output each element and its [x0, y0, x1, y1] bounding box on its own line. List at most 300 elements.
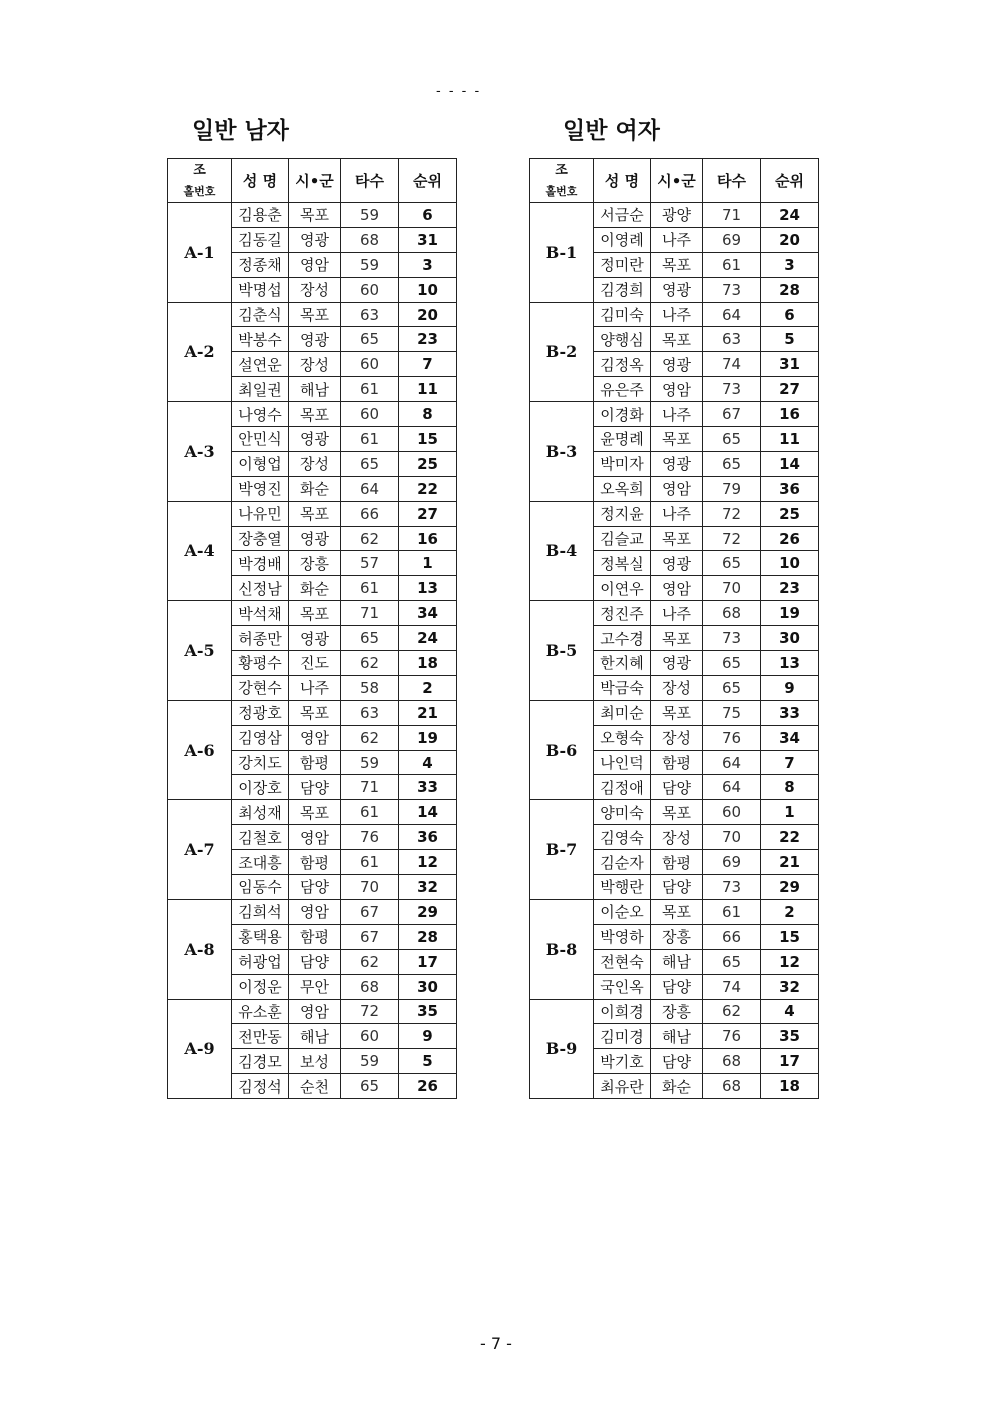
player-rank: 14: [399, 800, 457, 825]
player-city: 나주: [651, 402, 703, 427]
player-name: 김동길: [232, 227, 289, 252]
table-row: [168, 999, 457, 1024]
player-name: 박미자: [594, 451, 651, 476]
player-name: 유소훈: [232, 999, 289, 1024]
table-row: [168, 800, 457, 825]
player-city: 영암: [651, 377, 703, 402]
player-rank: 11: [399, 377, 457, 402]
player-city: 함평: [289, 850, 341, 875]
player-city: 장흥: [651, 924, 703, 949]
group-label: A-4: [168, 501, 232, 601]
player-rank: 36: [761, 476, 819, 501]
player-city: 영광: [651, 551, 703, 576]
player-rank: 15: [761, 924, 819, 949]
table-row: [530, 800, 819, 825]
player-city: 무안: [289, 974, 341, 999]
player-city: 목포: [289, 700, 341, 725]
player-city: 목포: [651, 800, 703, 825]
player-rank: 31: [399, 227, 457, 252]
player-name: 허종만: [232, 626, 289, 651]
player-city: 영암: [289, 899, 341, 924]
player-city: 화순: [651, 1074, 703, 1099]
city-header: 시•군: [651, 159, 703, 203]
player-name: 이장호: [232, 775, 289, 800]
group-label: A-7: [168, 800, 232, 900]
player-rank: 12: [399, 850, 457, 875]
player-city: 목포: [651, 700, 703, 725]
player-city: 영암: [651, 576, 703, 601]
group-label: B-7: [530, 800, 594, 900]
group-label: B-5: [530, 601, 594, 701]
player-strokes: 59: [341, 252, 399, 277]
player-name: 김정옥: [594, 352, 651, 377]
player-strokes: 68: [703, 601, 761, 626]
player-strokes: 65: [341, 626, 399, 651]
player-name: 박봉수: [232, 327, 289, 352]
player-name: 안민식: [232, 427, 289, 452]
player-name: 조대흥: [232, 850, 289, 875]
player-city: 장성: [289, 451, 341, 476]
player-strokes: 73: [703, 277, 761, 302]
player-rank: 4: [761, 999, 819, 1024]
group-label: A-6: [168, 700, 232, 800]
player-city: 순천: [289, 1074, 341, 1099]
player-strokes: 65: [341, 327, 399, 352]
player-rank: 28: [399, 924, 457, 949]
player-name: 김미숙: [594, 302, 651, 327]
player-city: 목포: [651, 327, 703, 352]
player-strokes: 65: [703, 675, 761, 700]
player-city: 목포: [289, 402, 341, 427]
player-city: 나주: [651, 601, 703, 626]
group-header: [530, 159, 594, 203]
player-city: 담양: [289, 875, 341, 900]
player-city: 영암: [289, 825, 341, 850]
player-city: 나주: [651, 302, 703, 327]
player-city: 화순: [289, 476, 341, 501]
player-strokes: 67: [341, 899, 399, 924]
group-label: B-3: [530, 402, 594, 502]
player-rank: 5: [761, 327, 819, 352]
player-rank: 3: [399, 252, 457, 277]
table-row: [530, 302, 819, 327]
player-strokes: 67: [341, 924, 399, 949]
player-city: 목포: [289, 302, 341, 327]
player-name: 오옥희: [594, 476, 651, 501]
player-rank: 15: [399, 427, 457, 452]
table-row: [168, 203, 457, 228]
player-strokes: 72: [703, 526, 761, 551]
player-city: 장흥: [651, 999, 703, 1024]
player-city: 광양: [651, 203, 703, 228]
player-name: 서금순: [594, 203, 651, 228]
player-strokes: 71: [703, 203, 761, 228]
group-label: B-1: [530, 203, 594, 303]
player-city: 담양: [651, 974, 703, 999]
player-rank: 11: [761, 427, 819, 452]
player-strokes: 68: [341, 974, 399, 999]
player-strokes: 65: [703, 427, 761, 452]
table-row: [530, 402, 819, 427]
player-rank: 10: [399, 277, 457, 302]
player-rank: 13: [761, 651, 819, 676]
player-name: 이형업: [232, 451, 289, 476]
group-label: B-9: [530, 999, 594, 1099]
player-strokes: 66: [703, 924, 761, 949]
player-city: 나주: [651, 227, 703, 252]
player-rank: 1: [399, 551, 457, 576]
player-name: 오형숙: [594, 725, 651, 750]
player-name: 고수경: [594, 626, 651, 651]
group-header: [168, 159, 232, 203]
player-name: 박기호: [594, 1049, 651, 1074]
player-strokes: 61: [703, 899, 761, 924]
player-strokes: 65: [703, 451, 761, 476]
player-name: 유은주: [594, 377, 651, 402]
player-city: 담양: [651, 1049, 703, 1074]
women-results-table: [529, 158, 819, 1099]
rank-header: 순위: [761, 159, 819, 203]
player-name: 이경화: [594, 402, 651, 427]
player-city: 영광: [289, 427, 341, 452]
player-name: 이순오: [594, 899, 651, 924]
player-rank: 6: [761, 302, 819, 327]
player-name: 김미경: [594, 1024, 651, 1049]
table-row: [168, 302, 457, 327]
player-city: 영광: [289, 227, 341, 252]
player-strokes: 69: [703, 227, 761, 252]
player-city: 영암: [289, 252, 341, 277]
player-name: 김순자: [594, 850, 651, 875]
player-name: 김경모: [232, 1049, 289, 1074]
player-rank: 32: [761, 974, 819, 999]
player-city: 목포: [289, 203, 341, 228]
player-strokes: 71: [341, 775, 399, 800]
player-city: 장성: [289, 277, 341, 302]
player-rank: 25: [399, 451, 457, 476]
player-rank: 23: [761, 576, 819, 601]
player-rank: 20: [761, 227, 819, 252]
player-rank: 16: [399, 526, 457, 551]
player-rank: 34: [761, 725, 819, 750]
player-rank: 5: [399, 1049, 457, 1074]
group-header-bottom: 홀번호: [545, 184, 578, 198]
player-rank: 18: [399, 651, 457, 676]
player-name: 한지혜: [594, 651, 651, 676]
player-city: 목포: [651, 526, 703, 551]
player-strokes: 65: [703, 949, 761, 974]
player-strokes: 68: [703, 1049, 761, 1074]
player-name: 전만동: [232, 1024, 289, 1049]
player-name: 나인덕: [594, 750, 651, 775]
player-rank: 36: [399, 825, 457, 850]
player-city: 목포: [651, 899, 703, 924]
player-strokes: 73: [703, 377, 761, 402]
page-number: - 7 -: [480, 1334, 512, 1353]
player-name: 전현숙: [594, 949, 651, 974]
player-strokes: 72: [703, 501, 761, 526]
table-header-row: [530, 159, 819, 203]
player-name: 설연운: [232, 352, 289, 377]
player-rank: 32: [399, 875, 457, 900]
player-name: 정복실: [594, 551, 651, 576]
player-strokes: 70: [341, 875, 399, 900]
table-row: [168, 899, 457, 924]
player-rank: 26: [399, 1074, 457, 1099]
player-name: 김슬교: [594, 526, 651, 551]
player-name: 임동수: [232, 875, 289, 900]
player-name: 이희경: [594, 999, 651, 1024]
player-city: 함평: [651, 750, 703, 775]
player-name: 강치도: [232, 750, 289, 775]
player-name: 최유란: [594, 1074, 651, 1099]
player-name: 장충열: [232, 526, 289, 551]
player-name: 김영숙: [594, 825, 651, 850]
player-strokes: 60: [341, 1024, 399, 1049]
player-rank: 27: [399, 501, 457, 526]
player-rank: 21: [399, 700, 457, 725]
player-rank: 26: [761, 526, 819, 551]
men-results-table: [167, 158, 457, 1099]
top-mark: - - - -: [436, 84, 482, 99]
player-rank: 23: [399, 327, 457, 352]
player-name: 정진주: [594, 601, 651, 626]
group-label: A-8: [168, 899, 232, 999]
player-strokes: 58: [341, 675, 399, 700]
player-strokes: 61: [341, 800, 399, 825]
player-strokes: 76: [341, 825, 399, 850]
table-row: [168, 601, 457, 626]
player-name: 허광업: [232, 949, 289, 974]
player-strokes: 63: [703, 327, 761, 352]
player-strokes: 72: [341, 999, 399, 1024]
player-strokes: 61: [341, 576, 399, 601]
player-name: 이영례: [594, 227, 651, 252]
group-label: A-3: [168, 402, 232, 502]
player-rank: 4: [399, 750, 457, 775]
player-name: 최일권: [232, 377, 289, 402]
player-rank: 33: [761, 700, 819, 725]
table-row: [168, 402, 457, 427]
player-strokes: 75: [703, 700, 761, 725]
player-name: 김영삼: [232, 725, 289, 750]
group-header-top: 조: [193, 162, 206, 178]
player-strokes: 64: [703, 750, 761, 775]
player-strokes: 70: [703, 576, 761, 601]
player-city: 장성: [651, 725, 703, 750]
player-city: 나주: [289, 675, 341, 700]
player-strokes: 61: [341, 377, 399, 402]
player-rank: 33: [399, 775, 457, 800]
player-name: 김정석: [232, 1074, 289, 1099]
player-rank: 3: [761, 252, 819, 277]
player-city: 목포: [289, 800, 341, 825]
player-strokes: 67: [703, 402, 761, 427]
player-strokes: 73: [703, 875, 761, 900]
table-row: [530, 203, 819, 228]
player-strokes: 65: [703, 651, 761, 676]
player-city: 영암: [289, 999, 341, 1024]
player-rank: 19: [399, 725, 457, 750]
player-city: 목포: [289, 601, 341, 626]
player-rank: 29: [399, 899, 457, 924]
player-city: 함평: [289, 750, 341, 775]
player-strokes: 65: [341, 1074, 399, 1099]
player-name: 정종채: [232, 252, 289, 277]
player-rank: 1: [761, 800, 819, 825]
player-name: 박석채: [232, 601, 289, 626]
player-name: 홍택용: [232, 924, 289, 949]
player-name: 김희석: [232, 899, 289, 924]
table-row: [530, 501, 819, 526]
player-rank: 24: [761, 203, 819, 228]
table-row: [530, 999, 819, 1024]
player-city: 해남: [651, 949, 703, 974]
player-strokes: 74: [703, 352, 761, 377]
player-strokes: 74: [703, 974, 761, 999]
player-strokes: 61: [341, 850, 399, 875]
player-strokes: 62: [703, 999, 761, 1024]
player-name: 박영하: [594, 924, 651, 949]
player-strokes: 59: [341, 203, 399, 228]
group-label: A-2: [168, 302, 232, 402]
strokes-header: 타수: [341, 159, 399, 203]
player-name: 김경희: [594, 277, 651, 302]
player-rank: 21: [761, 850, 819, 875]
group-label: A-9: [168, 999, 232, 1099]
player-rank: 35: [399, 999, 457, 1024]
table-row: [168, 700, 457, 725]
player-rank: 12: [761, 949, 819, 974]
player-city: 영광: [289, 327, 341, 352]
table-row: [168, 501, 457, 526]
player-strokes: 63: [341, 700, 399, 725]
player-rank: 22: [761, 825, 819, 850]
player-city: 목포: [651, 427, 703, 452]
player-strokes: 65: [703, 551, 761, 576]
player-rank: 29: [761, 875, 819, 900]
women-section-title: 일반 여자: [563, 117, 660, 144]
player-city: 함평: [289, 924, 341, 949]
player-rank: 19: [761, 601, 819, 626]
player-rank: 7: [399, 352, 457, 377]
player-strokes: 61: [703, 252, 761, 277]
group-label: A-1: [168, 203, 232, 303]
player-city: 영광: [289, 526, 341, 551]
player-city: 담양: [651, 775, 703, 800]
player-city: 영광: [651, 451, 703, 476]
player-name: 황평수: [232, 651, 289, 676]
name-header: 성 명: [232, 159, 289, 203]
player-name: 김용춘: [232, 203, 289, 228]
player-strokes: 65: [341, 451, 399, 476]
player-name: 김철호: [232, 825, 289, 850]
player-name: 이연우: [594, 576, 651, 601]
player-rank: 22: [399, 476, 457, 501]
player-strokes: 69: [703, 850, 761, 875]
player-rank: 34: [399, 601, 457, 626]
player-city: 나주: [651, 501, 703, 526]
player-name: 정지윤: [594, 501, 651, 526]
player-rank: 17: [399, 949, 457, 974]
player-strokes: 62: [341, 526, 399, 551]
rank-header: 순위: [399, 159, 457, 203]
player-name: 나유민: [232, 501, 289, 526]
table-header-row: [168, 159, 457, 203]
player-rank: 25: [761, 501, 819, 526]
player-city: 영암: [289, 725, 341, 750]
table-row: [530, 601, 819, 626]
player-rank: 7: [761, 750, 819, 775]
player-name: 박영진: [232, 476, 289, 501]
player-rank: 31: [761, 352, 819, 377]
player-strokes: 64: [703, 302, 761, 327]
player-strokes: 73: [703, 626, 761, 651]
player-name: 강현수: [232, 675, 289, 700]
player-city: 장성: [651, 825, 703, 850]
player-strokes: 61: [341, 427, 399, 452]
city-header: 시•군: [289, 159, 341, 203]
player-rank: 24: [399, 626, 457, 651]
men-section-title: 일반 남자: [192, 117, 289, 144]
player-city: 담양: [289, 775, 341, 800]
player-city: 목포: [289, 501, 341, 526]
player-name: 나영수: [232, 402, 289, 427]
player-strokes: 59: [341, 1049, 399, 1074]
player-rank: 18: [761, 1074, 819, 1099]
player-city: 화순: [289, 576, 341, 601]
player-rank: 9: [761, 675, 819, 700]
player-city: 영광: [651, 352, 703, 377]
player-city: 장성: [289, 352, 341, 377]
player-strokes: 66: [341, 501, 399, 526]
player-strokes: 62: [341, 725, 399, 750]
player-rank: 17: [761, 1049, 819, 1074]
player-name: 정미란: [594, 252, 651, 277]
player-strokes: 76: [703, 725, 761, 750]
group-label: B-6: [530, 700, 594, 800]
player-strokes: 64: [341, 476, 399, 501]
player-strokes: 60: [341, 277, 399, 302]
player-strokes: 62: [341, 651, 399, 676]
player-city: 장흥: [289, 551, 341, 576]
player-city: 해남: [651, 1024, 703, 1049]
player-city: 영암: [651, 476, 703, 501]
group-label: B-4: [530, 501, 594, 601]
player-strokes: 57: [341, 551, 399, 576]
player-name: 국인옥: [594, 974, 651, 999]
player-strokes: 63: [341, 302, 399, 327]
player-strokes: 76: [703, 1024, 761, 1049]
player-rank: 2: [399, 675, 457, 700]
player-name: 이정운: [232, 974, 289, 999]
player-name: 윤명례: [594, 427, 651, 452]
player-name: 박금숙: [594, 675, 651, 700]
player-name: 김춘식: [232, 302, 289, 327]
player-city: 목포: [651, 626, 703, 651]
player-name: 정광호: [232, 700, 289, 725]
player-rank: 2: [761, 899, 819, 924]
table-row: [530, 700, 819, 725]
player-rank: 20: [399, 302, 457, 327]
player-rank: 6: [399, 203, 457, 228]
player-city: 담양: [289, 949, 341, 974]
player-city: 영광: [289, 626, 341, 651]
player-city: 해남: [289, 1024, 341, 1049]
table-row: [530, 899, 819, 924]
player-name: 박명섭: [232, 277, 289, 302]
player-name: 최미순: [594, 700, 651, 725]
